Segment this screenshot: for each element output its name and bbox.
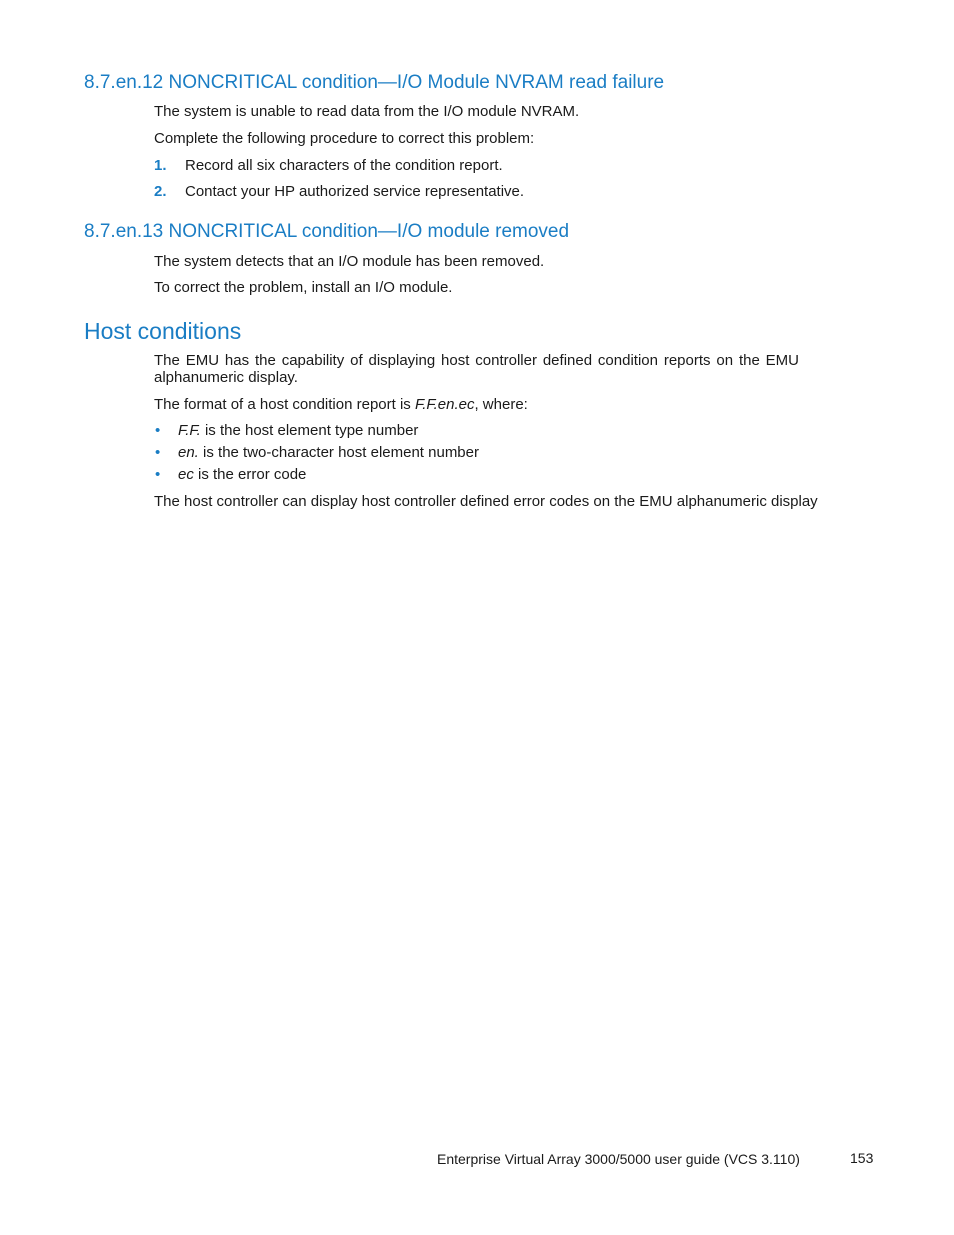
section-heading-host-conditions: Host conditions [84, 318, 242, 344]
format-code: F.F.en.ec [414, 396, 475, 413]
removed-para-2: To correct the problem, install an I/O module. [154, 279, 453, 296]
nvram-para-1: The system is unable to read data from the I/O module NVRAM. [154, 103, 580, 120]
bullet-icon: • [155, 422, 161, 439]
host-para-last: The host controller can display host controller defined error codes on the EMU alphanumeric display [154, 493, 818, 510]
bullet-icon: • [155, 466, 161, 483]
step-number: 2. [154, 183, 167, 200]
host-format-para [154, 396, 528, 413]
bullet-desc: is the two-character host element number [198, 444, 479, 461]
bullet-term: F.F. [178, 422, 201, 439]
bullet-term: en. [178, 444, 199, 461]
section-heading-removed: 8.7.en.13 NONCRITICAL condition—I/O module removed [84, 221, 570, 242]
step-number: 1. [154, 157, 167, 174]
bullet-item [178, 444, 479, 461]
host-para-1: The EMU has the capability of displaying host controller defined condition reports on the EMU alphanumeric display. [154, 352, 799, 386]
format-prefix: The format of a host condition report is [154, 396, 415, 413]
bullet-desc: is the error code [193, 466, 307, 483]
bullet-item [178, 466, 306, 483]
step-text: Record all six characters of the condition report. [185, 157, 503, 174]
bullet-term: ec [178, 466, 194, 483]
bullet-icon: • [155, 444, 161, 461]
format-suffix: , where: [474, 396, 528, 413]
section-heading-nvram: 8.7.en.12 NONCRITICAL condition—I/O Module NVRAM read failure [84, 72, 665, 93]
page-number: 153 [850, 1150, 874, 1166]
bullet-item [178, 422, 418, 439]
step-text: Contact your HP authorized service representative. [185, 183, 525, 200]
removed-para-1: The system detects that an I/O module has been removed. [154, 253, 545, 270]
bullet-desc: is the host element type number [200, 422, 419, 439]
nvram-para-2: Complete the following procedure to correct this problem: [154, 130, 535, 147]
footer-title: Enterprise Virtual Array 3000/5000 user guide (VCS 3.110) [437, 1151, 800, 1167]
